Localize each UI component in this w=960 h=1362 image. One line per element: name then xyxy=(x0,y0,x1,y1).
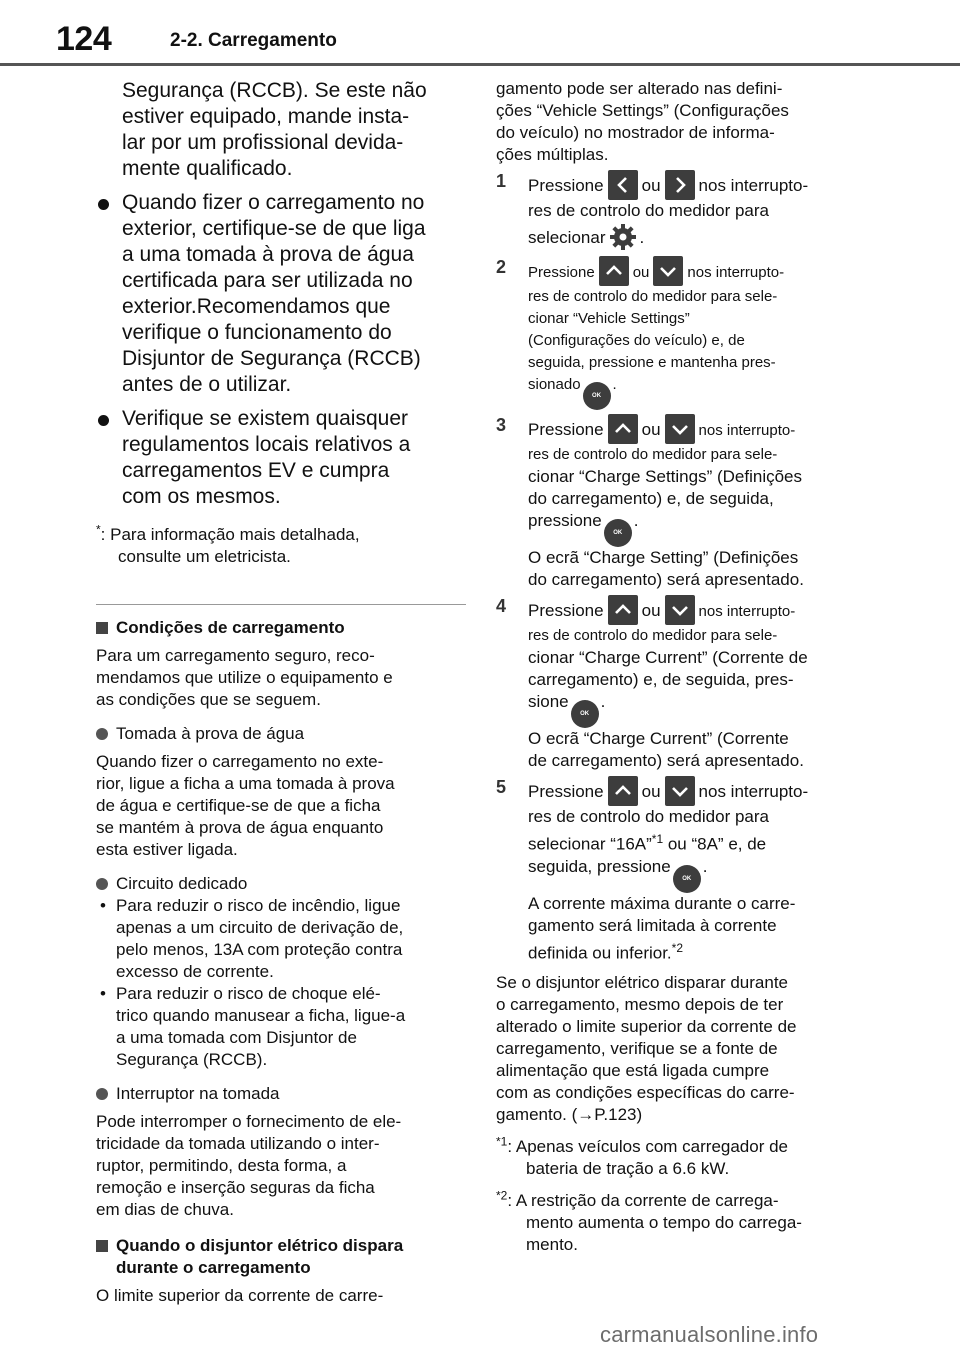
chevron-right-icon xyxy=(665,170,695,200)
sub-bullet: • Para reduzir o risco de incêndio, ligue apenas a um circuito de derivação de, pelo menos, 13A com proteção contra excesso de corrente. xyxy=(100,896,404,981)
item-socket-switch: Interruptor na tomada xyxy=(96,1083,468,1105)
chevron-down-icon xyxy=(665,595,695,625)
ok-button-icon: OK xyxy=(583,382,611,410)
chevron-up-icon xyxy=(608,414,638,444)
square-bullet-icon xyxy=(96,1240,108,1252)
chevron-up-icon xyxy=(599,256,629,286)
chevron-down-icon xyxy=(665,776,695,806)
chevron-left-icon xyxy=(608,170,638,200)
chevron-down-icon xyxy=(665,414,695,444)
sub-bullet: • Para reduzir o risco de choque elé- trico quando manusear a ficha, ligue-a a uma tomada com Disjuntor de Segurança (RCCB). xyxy=(100,984,406,1069)
bullet-icon xyxy=(98,199,109,210)
watermark: carmanualsonline.info xyxy=(600,1322,819,1347)
page-header xyxy=(0,0,960,64)
subheading-charging-conditions: Condições de carregamento xyxy=(96,617,468,639)
circle-bullet-icon xyxy=(96,728,108,740)
step-1: 1 Pressione ou nos interrupto- res de controlo do medidor para selecionar . xyxy=(496,170,866,252)
square-bullet-icon xyxy=(96,622,108,634)
intro-text: Segurança (RCCB). Se este não estiver equipado, mande insta- lar por um profissional devida- mente qualificado. xyxy=(122,79,427,180)
circle-bullet-icon xyxy=(96,1088,108,1100)
page-number: 124 xyxy=(56,20,112,58)
circle-bullet-icon xyxy=(96,878,108,890)
chevron-down-icon xyxy=(653,256,683,286)
item-waterproof-socket: Tomada à prova de água xyxy=(96,723,468,745)
asterisk-note: *: Para informação mais detalhada, consulte um eletricista. xyxy=(96,522,360,566)
bullet-outdoor-socket: Quando fizer o carregamento no exterior, certifique-se de que liga a uma tomada à prova de água certificada para ser utilizada no exterior.Recomendamos que verifique o funcionamento do Disjuntor de Segurança (RCCB) antes de o utilizar. xyxy=(96,190,468,398)
paragraph: Se o disjuntor elétrico disparar durante o carregamento, mesmo depois de ter alterado o limite superior da corrente de carregamento, verifique se a fonte de alimentação que está ligada cumpre com as condições específicas do carre- gamento. (→P.123) xyxy=(496,973,797,1125)
footnote-1: $^{*1}$: Apenas veículos com carregador de bateria de tração a 6.6 kW. xyxy=(496,1134,789,1179)
subheading-breaker-trips: Quando o disjuntor elétrico dispara durante o carregamento xyxy=(96,1235,468,1279)
paragraph-continued: gamento pode ser alterado nas defini- ções “Vehicle Settings” (Configurações do veículo) no mostrador de informa- ções múltiplas. xyxy=(496,79,789,164)
bullet-icon xyxy=(98,415,109,426)
header-rule xyxy=(0,63,960,66)
ok-button-icon: OK xyxy=(673,865,701,893)
step-4: 4 Pressione ou nos interrupto- res de controlo do medidor para sele- cionar “Charge Current” (Corrente de carregamento) e, de seguida, pres- sioneOK. O ecrã “Charge Current” (Corrente de carregamento) será apresentado. xyxy=(496,596,808,770)
paragraph: Para um carregamento seguro, reco- mendamos que utilize o equipamento e as condições que se seguem. xyxy=(96,646,393,709)
bullet-local-regulations: Verifique se existem quaisquer regulamentos locais relativos a carregamentos EV e cumpra com os mesmos. xyxy=(96,406,468,510)
right-column xyxy=(496,78,866,1256)
step-2: 2 Pressione ou nos interrupto- res de controlo do medidor para sele- cionar “Vehicle Settings” (Configurações do veículo) e, de seguida, pressione e mantenha pres- sionadoOK. xyxy=(496,256,866,410)
item-dedicated-circuit: Circuito dedicado xyxy=(96,873,468,895)
left-column xyxy=(96,78,468,1307)
gear-icon xyxy=(608,222,638,252)
paragraph: Pode interromper o fornecimento de ele- tricidade da tomada utilizando o inter- ruptor, permitindo, desta forma, a remoção e inserção seguras da ficha em dias de chuva. xyxy=(96,1112,402,1219)
paragraph: O limite superior da corrente de carre- xyxy=(96,1286,384,1305)
footnote-2: $^{*2}$: A restrição da corrente de carrega- mento aumenta o tempo do carrega- mento. xyxy=(496,1188,802,1255)
ok-button-icon: OK xyxy=(571,700,599,728)
paragraph: Quando fizer o carregamento no exte- rior, ligue a ficha a uma tomada à prova de água e certifique-se de que a ficha se mantém à prova de água enquanto esta estiver ligada. xyxy=(96,752,395,859)
step-3: 3 Pressione ou nos interrupto- res de controlo do medidor para sele- cionar “Charge Settings” (Definições do carregamento) e, de seguida, pressioneOK. O ecrã “Charge Setting” (Definições do carregamento) será apresentado. xyxy=(496,415,804,589)
chevron-up-icon xyxy=(608,595,638,625)
section-divider xyxy=(96,604,466,605)
step-5: 5 Pressione ou nos interrupto- res de controlo do medidor para selecionar “16A”$^{*1}$ ou “8A” e, de seguida, pressioneOK. A corrente máxima durante o carre- gamento será limitada à corrente definida ou inferior.$^{*2}$ xyxy=(496,777,809,963)
section-title: 2-2. Carregamento xyxy=(170,30,337,51)
chevron-up-icon xyxy=(608,776,638,806)
ok-button-icon: OK xyxy=(604,519,632,547)
